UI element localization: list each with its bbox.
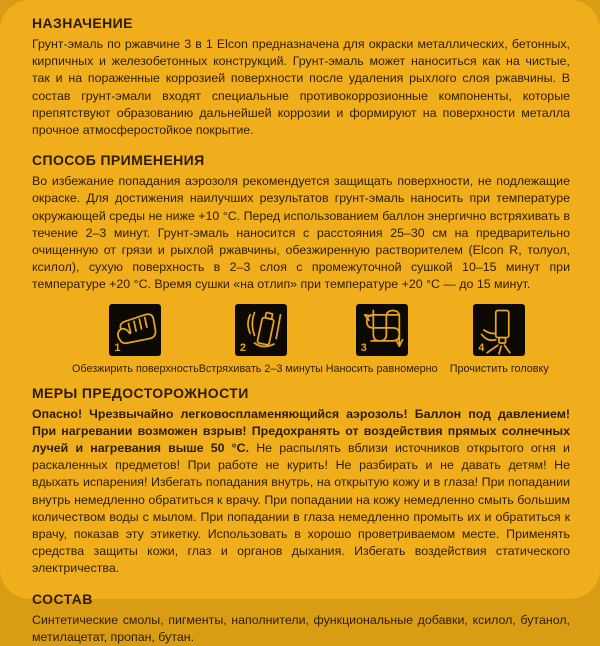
precautions-body	[32, 406, 570, 578]
composition-body: Синтетические смолы, пигменты, наполнители, функциональные добавки, ксилол, бутанол, метилацетат, пропан, бутан.	[32, 612, 570, 646]
pictogram-label: Встряхивать 2–3 минуты	[199, 363, 323, 375]
precautions-title: МЕРЫ ПРЕДОСТОРОЖНОСТИ	[32, 385, 570, 401]
pictogram-label: Обезжирить поверхность	[72, 363, 199, 375]
purpose-body: Грунт-эмаль по ржавчине 3 в 1 Elcon предназначена для окраски металлических, бетонных, кирпичных и железобетонных конструкций. Грунт-эмаль может наноситься как на чистые, так и на пораженные коррозией поверхности после удаления рыхлого слоя ржавчины. В состав грунт-эмали входят специальные противокоррозионные компоненты, которые препятствуют образованию дальнейшей коррозии и формируют на поверхности металла прочное атмосферостойкое покрытие.	[32, 36, 570, 139]
pictogram-number: 1	[114, 343, 120, 354]
precautions-rest: Не распылять вблизи источников открытого огня и раскаленных предметов! При работе не курить! Не разбирать и не давать детям! Не вдыхать испарения! Избегать попадания внутрь, на открытую кожу и в глаза! При попадании внутрь немедленно обратиться к врачу. При попадании на кожу немедленно смыть большим количеством воды с мылом. При попадании в глаза немедленно промыть их и обратиться к врачу, показав эту этикетку. Использовать в хорошо проветриваемом месте. Применять средства защиты кожи, глаз и органов дыхания. Избегать воздействия статического электричества.	[32, 441, 570, 575]
section-purpose	[32, 15, 570, 139]
pictogram-clean-nozzle	[440, 304, 558, 375]
purpose-title: НАЗНАЧЕНИЕ	[32, 15, 570, 31]
pictogram-label: Прочистить головку	[450, 363, 549, 375]
pictograms-row	[32, 304, 570, 375]
pictogram-degrease	[72, 304, 199, 375]
application-title: СПОСОБ ПРИМЕНЕНИЯ	[32, 152, 570, 168]
pictogram-number: 3	[361, 343, 367, 354]
precautions-warning: Опасно! Чрезвычайно легковоспламеняющийся аэрозоль! Баллон под давлением! При нагревании возможен взрыв! Предохранять от воздействия прямых солнечных лучей и нагревания выше 50 °С.	[32, 407, 570, 455]
pictogram-label: Наносить равномерно	[326, 363, 438, 375]
pictogram-number: 2	[240, 343, 246, 354]
pictogram-apply-evenly	[323, 304, 441, 375]
application-body: Во избежание попадания аэрозоля рекомендуется защищать поверхности, не подлежащие окраске. Для достижения наилучших результатов грунт-эмаль наносить при температуре окружающей среды не ниже +10 °С. Перед использованием баллон энергично встряхивать в течение 2–3 минут. Грунт-эмаль наносится с расстояния 25–30 см на предварительно очищенную от грязи и рыхлой ржавчины, обезжиренную растворителем (Elcon R, толуол, ксилол), сухую поверхность в 2–3 слоя с промежуточной сушкой 10–15 минут при температуре +20 °С. Время сушки «на отлип» при температуре +20 °С — до 15 минут.	[32, 173, 570, 293]
section-application	[32, 152, 570, 293]
pictogram-shake	[199, 304, 323, 375]
composition-title: СОСТАВ	[32, 591, 570, 607]
section-precautions	[32, 385, 570, 578]
pictogram-number: 4	[478, 343, 484, 354]
